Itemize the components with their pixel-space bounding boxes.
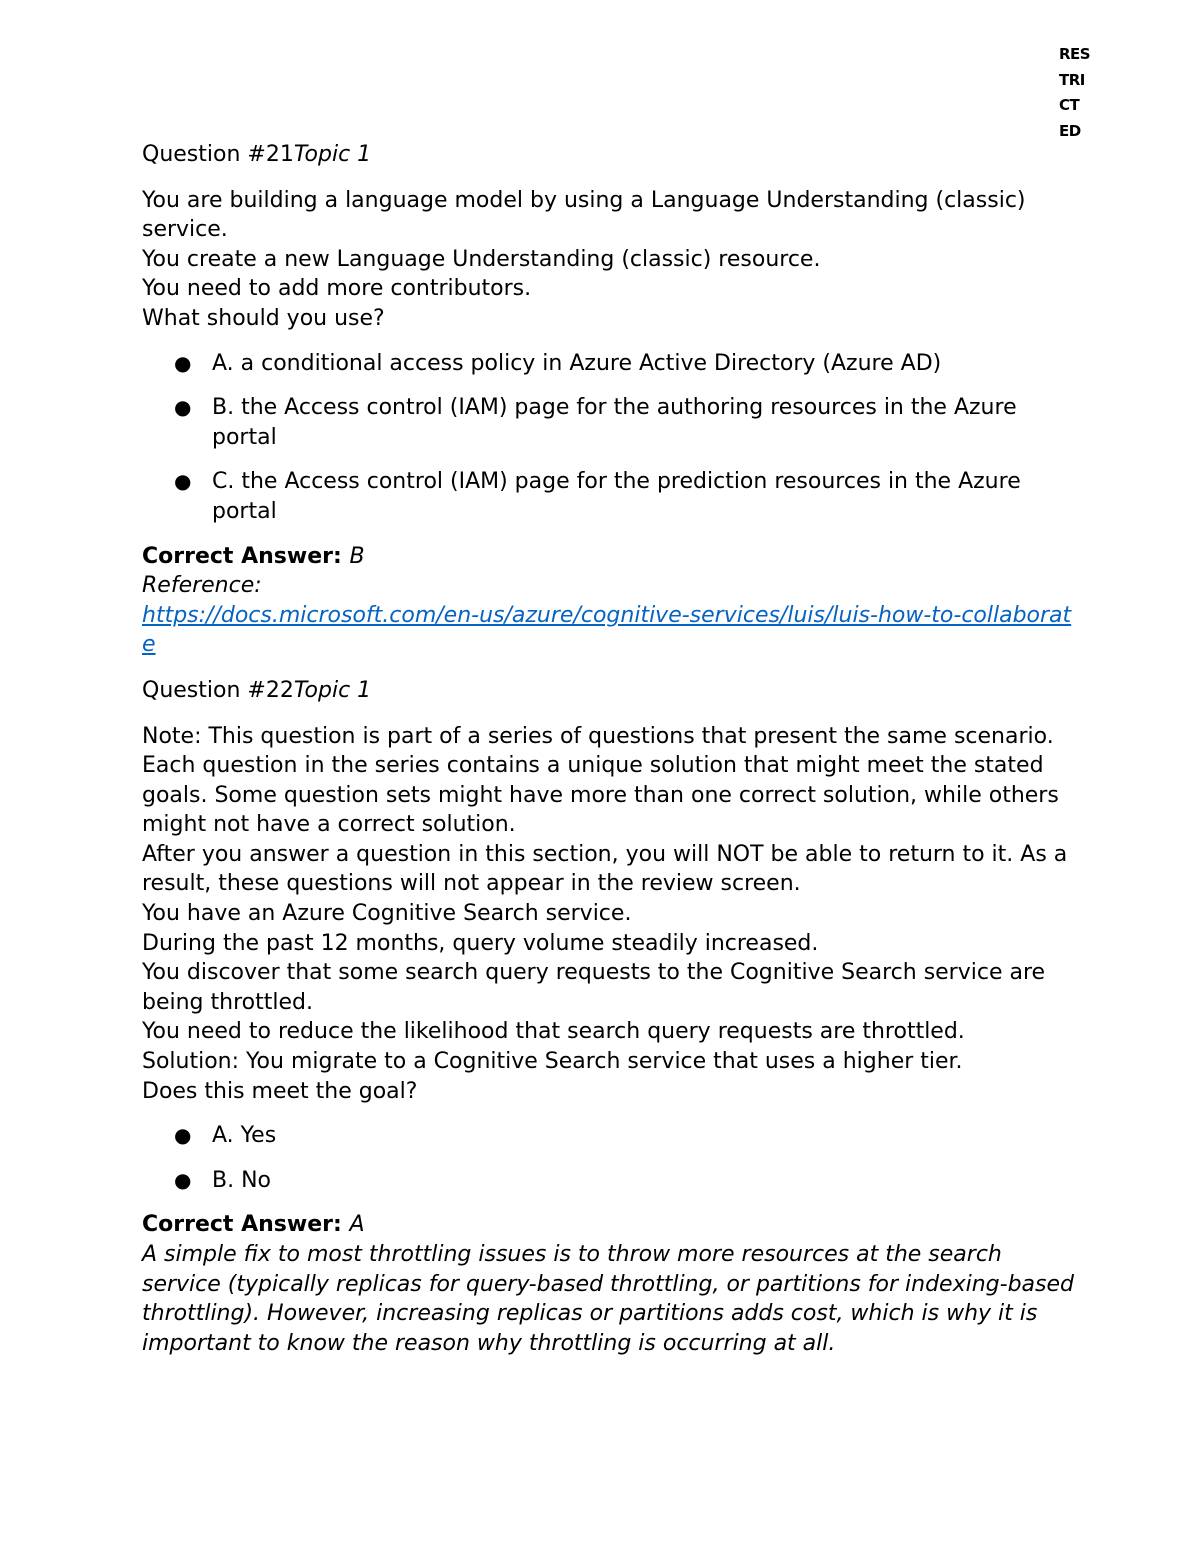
question-21-heading — [142, 140, 1077, 170]
document-content — [142, 140, 1077, 1374]
bullet-icon: ● — [174, 1123, 192, 1148]
bullet-icon: ● — [174, 395, 192, 420]
question-text-line: What should you use? — [142, 305, 385, 331]
answer-option-a — [142, 1121, 1077, 1151]
question-text-line: During the past 12 months, query volume steadily increased. — [142, 930, 819, 956]
question-text-line: You need to reduce the likelihood that search query requests are throttled. — [142, 1019, 965, 1045]
question-text-line: You need to add more contributors. — [142, 276, 532, 302]
correct-answer — [142, 542, 1077, 572]
bullet-icon: ● — [174, 1167, 192, 1192]
question-22-answer — [142, 1210, 1077, 1358]
reference-link[interactable]: https://docs.microsoft.com/en-us/azure/cognitive-services/luis/luis-how-to-collaborate — [142, 602, 1072, 658]
question-21-body — [142, 186, 1077, 334]
question-text-line: Solution: You migrate to a Cognitive Search service that uses a higher tier. — [142, 1049, 963, 1075]
reference-line — [142, 601, 1077, 660]
correct-answer-letter: A — [349, 1212, 365, 1238]
answer-option-c — [142, 467, 1077, 526]
question-number: Question #22 — [142, 677, 294, 703]
correct-answer-letter: B — [349, 543, 365, 569]
question-text-line: You create a new Language Understanding (classic) resource. — [142, 246, 821, 272]
restricted-label — [1059, 42, 1095, 144]
restricted-label-line: CT — [1059, 96, 1080, 114]
question-22-options — [142, 1121, 1077, 1195]
option-text: A. a conditional access policy in Azure Active Directory (Azure AD) — [212, 350, 942, 376]
question-text-line: After you answer a question in this section, you will NOT be able to return to it. As a result, these questions will not appear in the review screen. — [142, 841, 1068, 897]
question-21-answer — [142, 542, 1077, 660]
option-text: A. Yes — [212, 1123, 277, 1149]
correct-answer-label: Correct Answer: — [142, 1212, 350, 1238]
option-text: C. the Access control (IAM) page for the prediction resources in the Azure portal — [212, 469, 1021, 524]
answer-explanation: A simple fix to most throttling issues is to throw more resources at the search service (typically replicas for query-based throttling, or partitions for indexing-based throttling). However, increasing replicas or partitions adds cost, which is why it is important to know the reason why throttling is occurring at all. — [142, 1242, 1074, 1356]
question-21-options — [142, 349, 1077, 527]
question-text-line: You discover that some search query requests to the Cognitive Search service are being throttled. — [142, 960, 1046, 1015]
answer-option-b — [142, 1166, 1077, 1196]
question-22-heading — [142, 676, 1077, 706]
correct-answer-label: Correct Answer: — [142, 543, 350, 569]
question-text-line: You have an Azure Cognitive Search service. — [142, 901, 632, 927]
answer-option-a — [142, 349, 1077, 379]
reference-label: Reference: — [142, 573, 262, 599]
option-text: B. the Access control (IAM) page for the authoring resources in the Azure portal — [212, 395, 1017, 450]
answer-option-b — [142, 393, 1077, 452]
question-22-body — [142, 722, 1077, 1107]
correct-answer — [142, 1210, 1077, 1240]
restricted-label-line: RES — [1059, 45, 1091, 63]
question-text-line: Note: This question is part of a series of questions that present the same scenario. Each question in the series contains a unique solution that might meet the stated goals. Some question sets might have more than one correct solution, while others might not have a correct solution. — [142, 723, 1059, 838]
question-number: Question #21 — [142, 142, 294, 167]
question-text-line: Does this meet the goal? — [142, 1078, 418, 1104]
restricted-label-line: ED — [1059, 121, 1081, 140]
restricted-label-line: TRI — [1059, 70, 1085, 89]
bullet-icon: ● — [174, 469, 192, 494]
bullet-icon: ● — [174, 350, 192, 375]
question-topic: Topic 1 — [293, 677, 372, 703]
option-text: B. No — [212, 1167, 271, 1193]
question-topic: Topic 1 — [293, 142, 372, 167]
question-text-line: You are building a language model by using a Language Understanding (classic) service. — [142, 187, 1026, 243]
